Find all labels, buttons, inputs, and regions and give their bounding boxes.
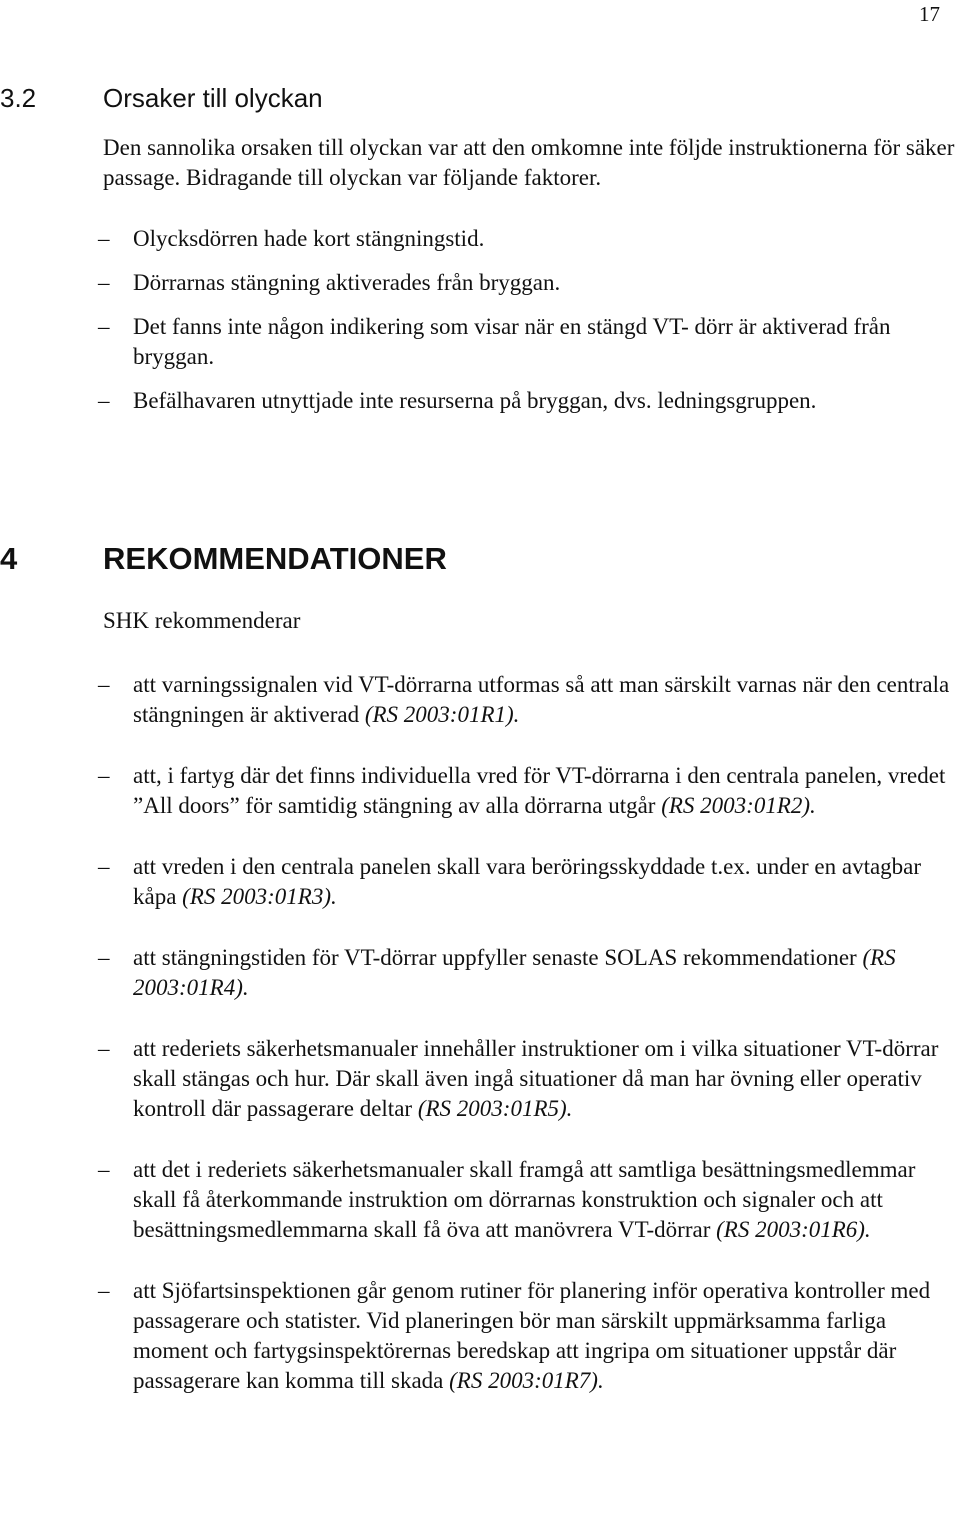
list-item [0,1034,955,1124]
list-dash: – [98,1157,110,1182]
list-item [0,852,955,912]
section-title: REKOMMENDATIONER [103,541,447,576]
recommendation-text: att varningssignalen vid VT-dörrarna utformas så att man särskilt varnas när den centrala stängningen är aktiverad [133,672,950,727]
page-number: 17 [919,2,940,26]
causes-intro-paragraph: Den sannolika orsaken till olyckan var att den omkomne inte följde instruktionerna för säker passage. Bidragande till olyckan var följande faktorer. [103,135,955,190]
list-dash: – [98,314,110,339]
list-item [0,386,955,416]
recommendation-reference: (RS 2003:01R4). [133,945,896,1000]
recommendation-reference: (RS 2003:01R1). [364,702,520,727]
list-item [0,268,955,298]
list-dash: – [98,270,110,295]
list-dash: – [98,854,110,879]
recommendation-text: att rederiets säkerhetsmanualer innehåller instruktioner om i vilka situationer VT-dörrar skall stängas och hur. Där skall även ingå situationer då man har övning eller operativ kontroll där passagerare deltar [133,1036,939,1121]
list-dash: – [98,763,110,788]
section-number: 3.2 [0,83,37,113]
section-title: Orsaker till olyckan [103,83,323,113]
recommendation-text: att, i fartyg där det finns individuella vred för VT-dörrarna i den centrala panelen, vredet ”All doors” för samtidig stängning av alla dörrarna utgår [133,763,946,818]
recommendation-reference: (RS 2003:01R6). [716,1217,871,1242]
recommendation-reference: (RS 2003:01R5). [417,1096,573,1121]
factor-text: Olycksdörren hade kort stängningstid. [133,226,485,251]
list-item [0,943,955,1003]
factor-text: Det fanns inte någon indikering som visar när en stängd VT- dörr är aktiverad från bryggan. [133,314,891,369]
factor-text: Dörrarnas stängning aktiverades från bryggan. [133,270,561,295]
list-dash: – [98,672,110,697]
list-dash: – [98,945,110,970]
factor-text: Befälhavaren utnyttjade inte resurserna på bryggan, dvs. ledningsgruppen. [133,388,817,413]
list-item [0,224,955,254]
list-dash: – [98,226,110,251]
section-number: 4 [0,541,18,576]
list-item [0,312,955,372]
recommendation-text: att det i rederiets säkerhetsmanualer skall framgå att samtliga besättningsmedlemmar skall få återkommande instruktion om dörrarnas konstruktion och signaler och att besättningsmedlemmarna skall få öva att manövrera VT-dörrar [133,1157,916,1242]
recommendations-intro: SHK rekommenderar [103,608,301,633]
recommendation-text: att stängningstiden för VT-dörrar uppfyller senaste SOLAS rekommendationer [133,945,857,970]
recommendation-text: att vreden i den centrala panelen skall vara beröringsskyddade t.ex. under en avtagbar kåpa [133,854,922,909]
contributing-factors-list [0,224,960,430]
list-dash: – [98,388,110,413]
list-item [0,761,955,821]
recommendation-reference: (RS 2003:01R2). [661,793,816,818]
list-item [0,1276,955,1396]
recommendation-text: att Sjöfartsinspektionen går genom rutiner för planering inför operativa kontroller med passagerare och statister. Vid planeringen bör man särskilt uppmärksamma farliga moment och fartygsinspektörernas beredskap att ingripa om situationer uppstår där passagerare kan komma till skada [133,1278,931,1393]
list-item [0,670,955,730]
list-item [0,1155,955,1245]
list-dash: – [98,1036,110,1061]
recommendation-reference: (RS 2003:01R3). [182,884,337,909]
recommendation-reference: (RS 2003:01R7). [449,1368,604,1393]
recommendations-list [0,670,960,1427]
list-dash: – [98,1278,110,1303]
